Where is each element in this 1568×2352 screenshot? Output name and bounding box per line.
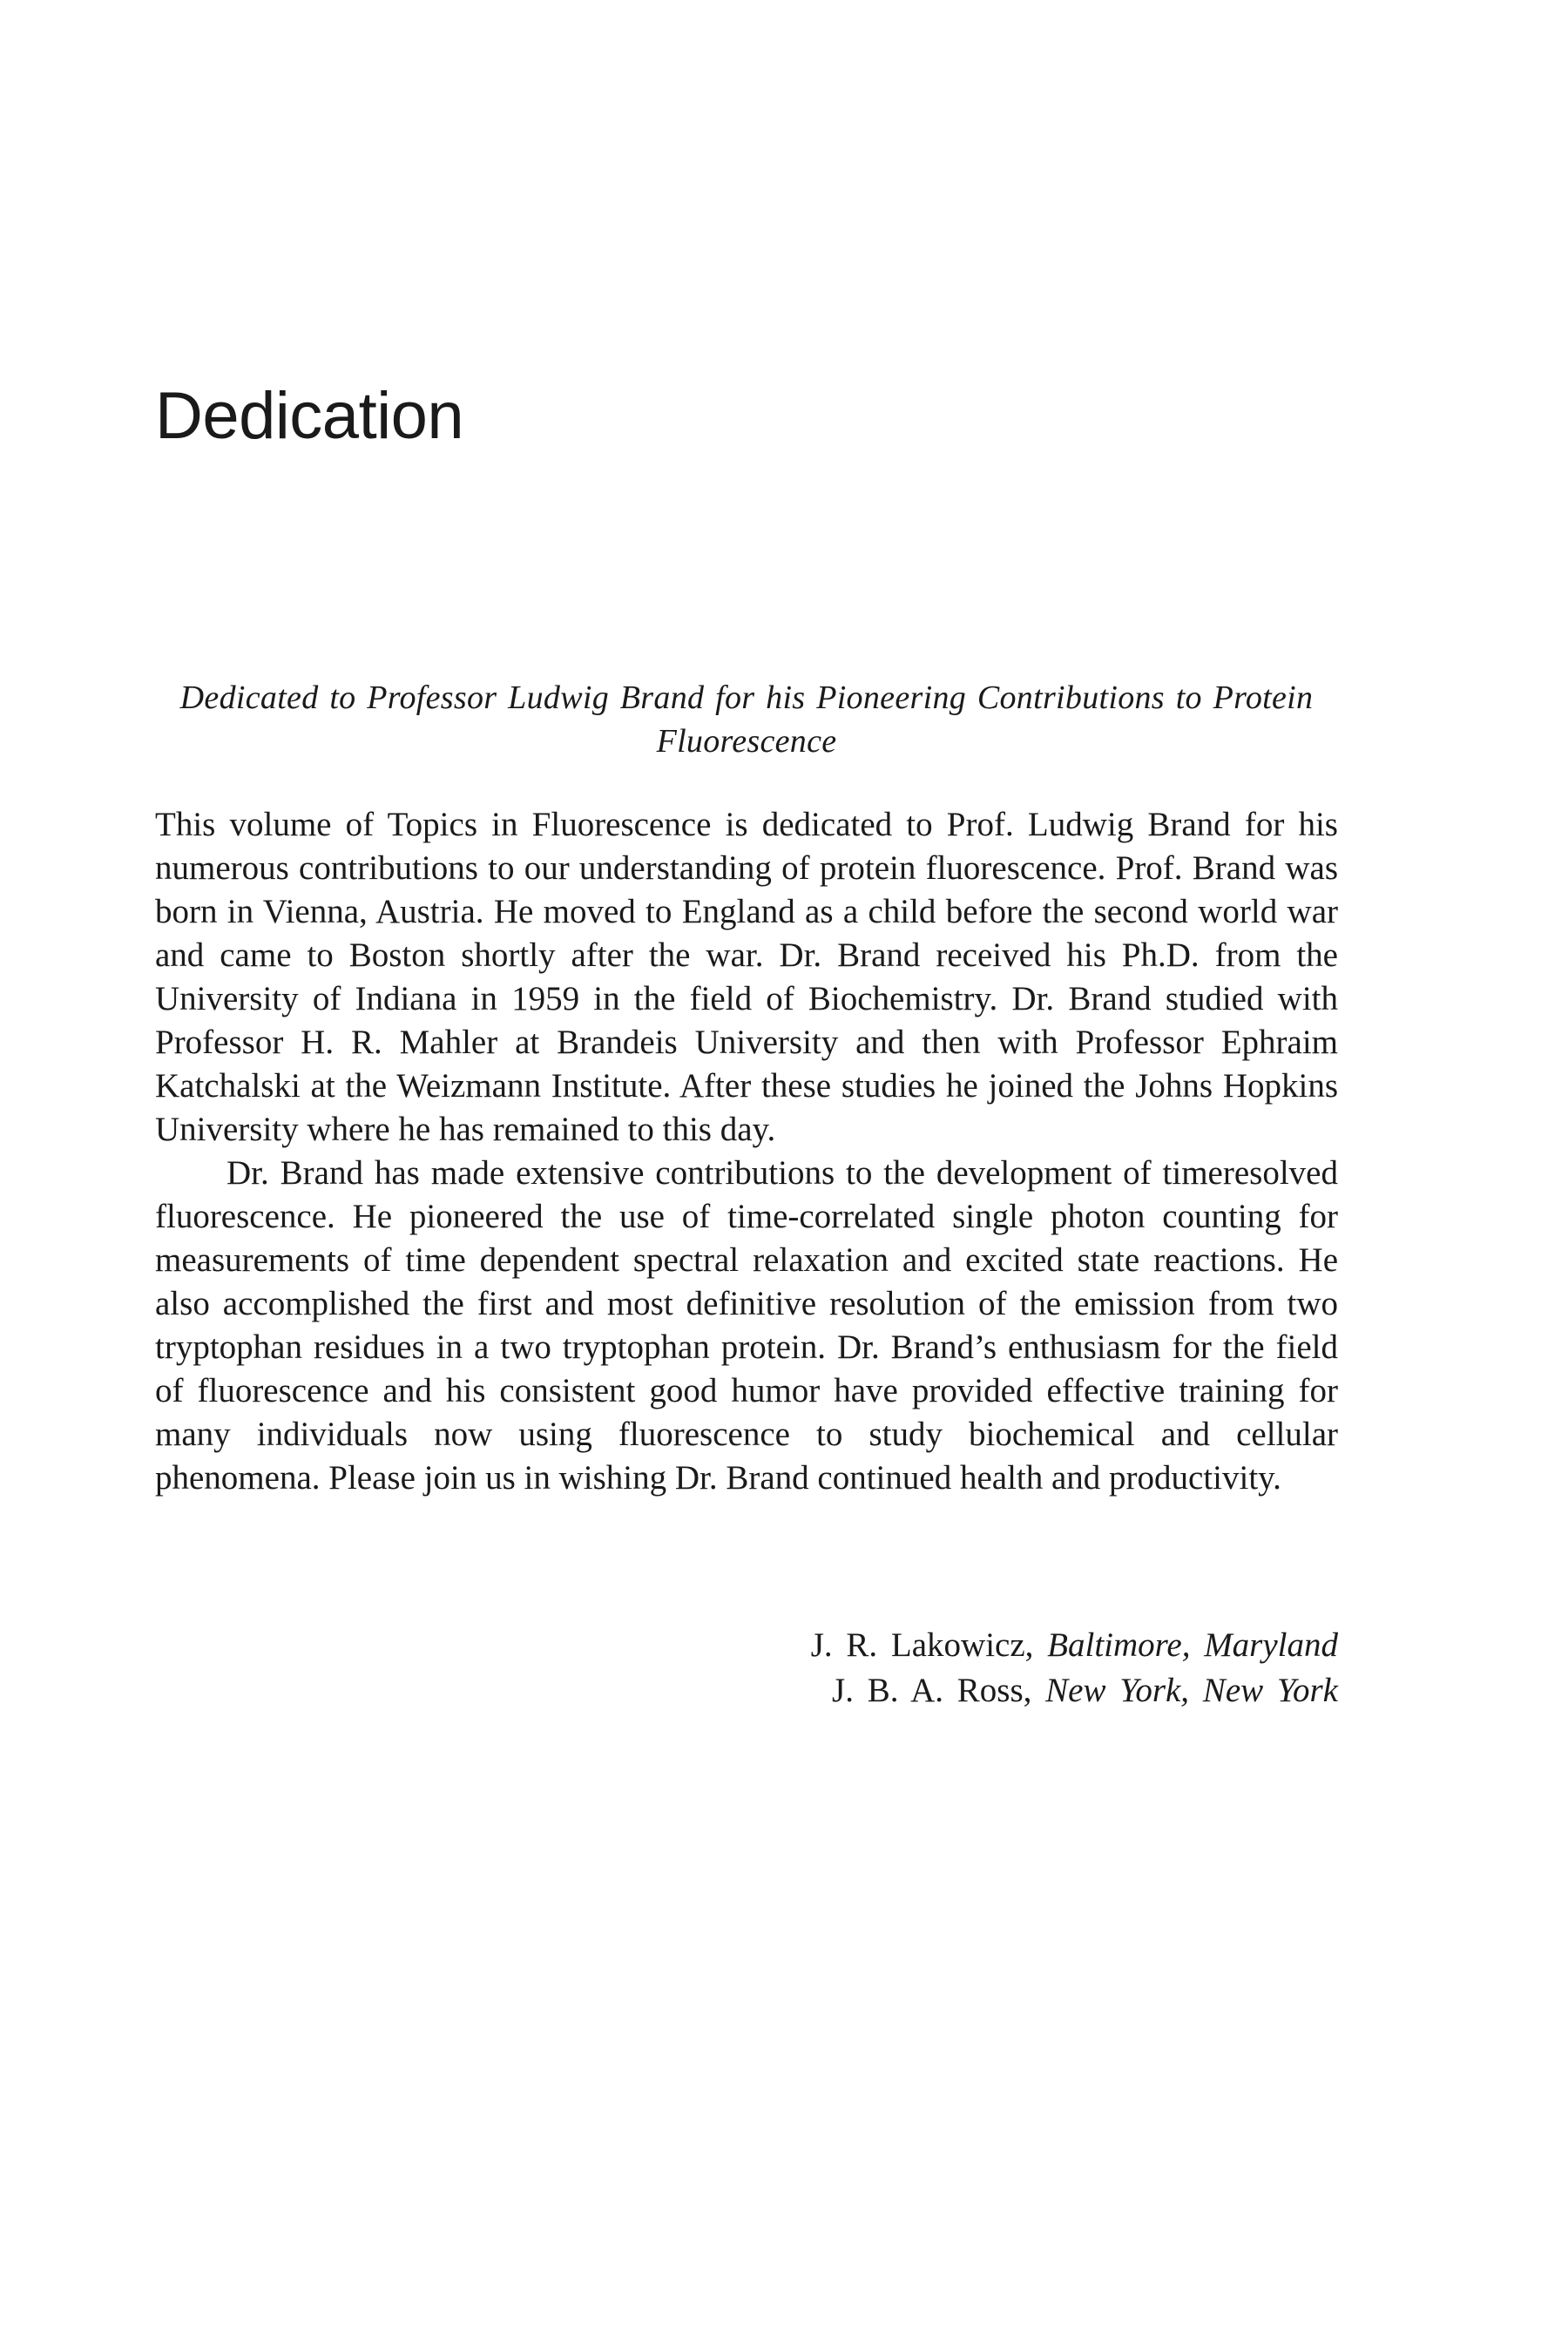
signature-location: Baltimore, Maryland — [1047, 1626, 1338, 1664]
signature-location: New York, New York — [1045, 1672, 1338, 1709]
dedication-body — [155, 803, 1338, 1500]
body-paragraph: Dr. Brand has made extensive contributions to the development of timeresolved fluorescence. He pioneered the use of time-correlated single photon counting for measurements of time dependent spectral relaxation and excited state reactions. He also accomplished the first and most definitive resolution of the emission from two tryptophan residues in a two tryptophan protein. Dr. Brand’s enthusiasm for the field of fluorescence and his consistent good humor have provided effective training for many individuals now using fluorescence to study biochemical and cellular phenomena. Please join us in wishing Dr. Brand continued health and productivity. — [155, 1154, 1338, 1497]
signature-block — [811, 1623, 1338, 1713]
signature-name: J. R. Lakowicz, — [810, 1626, 1034, 1664]
signature-line — [811, 1623, 1338, 1668]
body-paragraph: This volume of Topics in Fluorescence is dedicated to Prof. Ludwig Brand for his numerous contributions to our understanding of protein fluorescence. Prof. Brand was born in Vienna, Austria. He moved to England as a child before the second world war and came to Boston shortly after the war. Dr. Brand received his Ph.D. from the University of Indiana in 1959 in the field of Biochemistry. Dr. Brand studied with Professor H. R. Mahler at Brandeis University and then with Professor Ephraim Katchalski at the Weizmann Institute. After these studies he joined the Johns Hopkins University where he has remained to this day. — [155, 806, 1338, 1148]
signature-name: J. B. A. Ross, — [832, 1672, 1032, 1709]
page-title: Dedication — [155, 379, 464, 453]
signature-line — [811, 1668, 1338, 1713]
dedication-subtitle: Dedicated to Professor Ludwig Brand for his Pioneering Contributions to Protein Fluorescence — [179, 679, 1314, 760]
